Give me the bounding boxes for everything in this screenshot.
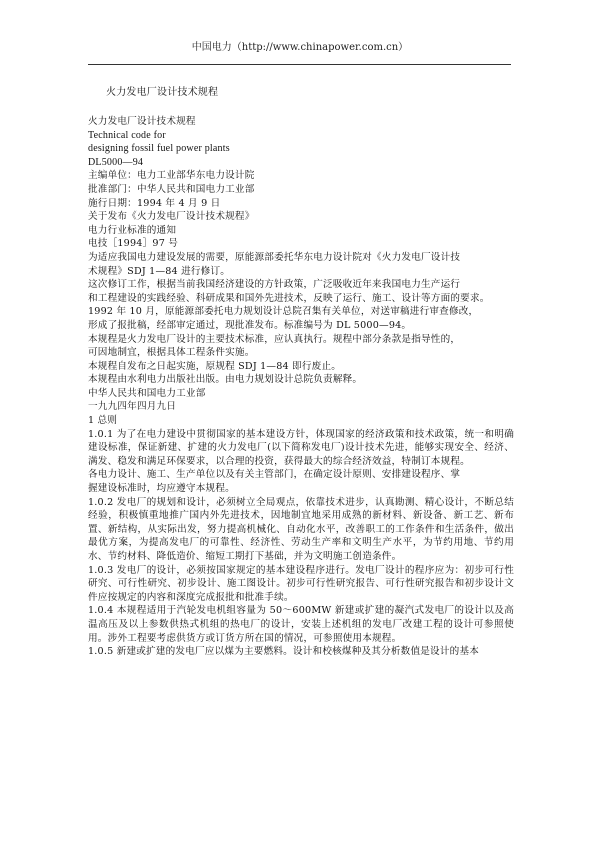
clause-1-0-1: 1.0.1 为了在电力建设中贯彻国家的基本建设方针，体现国家的经济政策和技术政策，统一和明确建设标准，保证新建、扩建的火力发电厂(以下简称发电厂)设计技术先进，能够实现安全、经济、满发、稳发和满足环保要求，以合理的投资，获得最大的综合经济效益，特制订本规程。	[88, 428, 514, 467]
doc-line-notice-title-1: 关于发布《火力发电厂设计技术规程》	[88, 211, 255, 223]
clause-1-0-2: 1.0.2 发电厂的规划和设计，必须树立全局观点，依靠技术进步，认真勘测、精心设计，不断总结经验，积极慎重地推广国内外先进技术，因地制宜地采用成熟的新材料、新设备、新工艺、新布置、新结构，从实际出发，努力提高机械化、自动化水平，改善职工的工作条件和生活条件，做出最优方案，为提高发电厂的可靠性、经济性、劳动生产率和文明生产水平，为节约用地、节约用水、节约材料、降低造价、缩短工期打下基础，并为文明施工创造条件。	[88, 496, 514, 562]
page-title: 火力发电厂设计技术规程	[106, 87, 219, 98]
doc-line-approver: 批准部门：中华人民共和国电力工业部	[88, 183, 255, 195]
clause-1-0-3: 1.0.3 发电厂的设计，必须按国家规定的基本建设程序进行。发电厂设计的程序应为：初步可行性研究、可行性研究、初步设计、施工图设计。初步可行性研究报告、可行性研究报告和初步设计文件应按规定的内容和深度完成报批和批准手续。	[88, 564, 514, 603]
header-divider	[88, 64, 511, 65]
clause-1-0-1-note-cont: 握建设标准时，均应遵守本规程。	[88, 483, 235, 495]
notice-paragraph-2: 这次修订工作，根据当前我国经济建设的方针政策，广泛吸收近年来我国电力生产运行	[88, 279, 461, 291]
site-header-text: 中国电力（http://www.chinapower.com.cn）	[191, 42, 409, 53]
clause-1-0-5: 1.0.5 新建或扩建的发电厂应以煤为主要燃料。设计和校核煤种及其分析数值是设计的基本	[88, 646, 480, 658]
clause-1-0-4: 1.0.4 本规程适用于汽轮发电机组容量为 50～600MW 新建或扩建的凝汽式发电厂的设计以及高温高压及以上参数供热式机组的热电厂的设计，安装上述机组的发电厂改建工程的设计可参照使用。涉外工程要考虑供货方或订货方所在国的情况，可参照使用本规程。	[88, 605, 514, 644]
notice-paragraph-4: 本规程是火力发电厂设计的主要技术标准，应认真执行。规程中部分条款是指导性的，	[88, 333, 461, 345]
doc-line-title-en-1: Technical code for	[88, 129, 166, 141]
notice-paragraph-1: 为适应我国电力建设发展的需要，原能源部委托华东电力设计院对《火力发电厂设计技	[88, 251, 461, 263]
clause-1-0-1-note: 各电力设计、施工、生产单位以及有关主管部门，在确定设计原则、安排建设程序、掌	[88, 469, 461, 481]
doc-line-editor: 主编单位：电力工业部华东电力设计院	[88, 170, 255, 182]
doc-line-effective-date: 施行日期：1994 年 4 月 9 日	[88, 197, 221, 209]
section-heading-general: 1 总则	[88, 415, 118, 427]
doc-line-notice-number: 电技［1994］97 号	[88, 238, 179, 250]
notice-paragraph-3-cont: 形成了报批稿，经部审定通过，现批准发布。标准编号为 DL 5000—94。	[88, 319, 412, 331]
doc-line-standard-code: DL5000—94	[88, 156, 144, 168]
notice-paragraph-4-cont: 可因地制宜，根据具体工程条件实施。	[88, 347, 255, 359]
notice-date: 一九九四年四月九日	[88, 401, 177, 413]
doc-line-notice-title-2: 电力行业标准的通知	[88, 224, 177, 236]
notice-paragraph-6: 本规程由水利电力出版社出版。由电力规划设计总院负责解释。	[88, 374, 363, 386]
site-header	[0, 42, 600, 54]
doc-line-title-cn: 火力发电厂设计技术规程	[88, 116, 196, 127]
notice-paragraph-2-cont: 和工程建设的实践经验、科研成果和国外先进技术，反映了运行、施工、设计等方面的要求。	[88, 292, 490, 304]
notice-paragraph-5: 本规程自发布之日起实施，原规程 SDJ 1—84 即行废止。	[88, 360, 342, 372]
notice-paragraph-3: 1992 年 10 月，原能源部委托电力规划设计总院召集有关单位，对送审稿进行审查修改，	[88, 306, 479, 318]
doc-line-title-en-2: designing fossil fuel power plants	[88, 143, 230, 155]
notice-issuer: 中华人民共和国电力工业部	[88, 387, 206, 399]
document-body	[88, 86, 514, 659]
notice-paragraph-1-cont: 术规程》SDJ 1—84 进行修订。	[88, 265, 231, 277]
